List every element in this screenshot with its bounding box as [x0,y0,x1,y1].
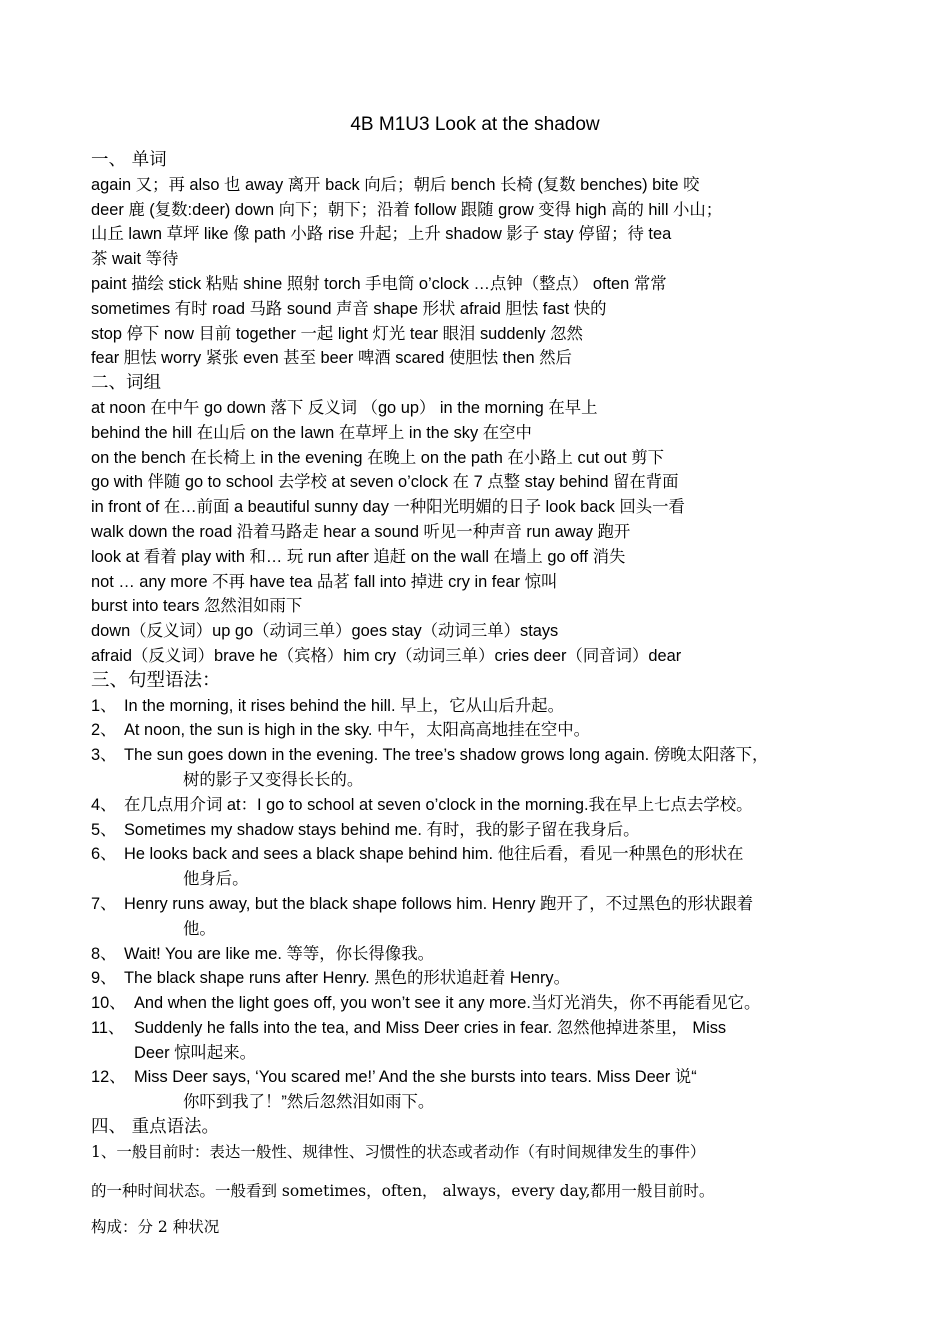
sentence-text: The black shape runs after Henry. 黑色的形状追赶着 Henry。 [124,969,571,988]
sentence-item [91,942,871,967]
sentence-item [91,991,871,1016]
sentence-continuation: 他身后。 [183,870,249,889]
sentence-text: At noon, the sun is high in the sky. 中午，太阳高高地挂在空中。 [124,721,591,740]
sentence-number: 3、 [91,746,117,765]
document-body [91,148,871,1240]
phrase-line: behind the hill 在山后 on the lawn 在草坪上 in the sky 在空中 [91,423,532,442]
sentence-item [91,842,871,867]
phrase-line: afraid（反义词）brave he（宾格）him cry（动词三单）cries deer（同音词）dear [91,646,682,665]
sentence-number: 11、 [91,1018,125,1037]
phrase-list [91,396,871,669]
sentence-number: 6、 [91,845,117,864]
grammar-paragraph: 1、一般目前时：表达一般性、规律性、习惯性的状态或者动作（有时间规律发生的事件） [91,1142,706,1161]
phrase-line: down（反义词）up go（动词三单）goes stay（动词三单）stays [91,622,559,641]
sentence-number: 12、 [91,1068,126,1087]
sentence-text: Henry runs away, but the black shape follows him. Henry 跑开了，不过黑色的形状跟着 [124,894,754,913]
sentence-item [91,1016,871,1041]
sentence-number: 7、 [91,894,117,913]
phrase-line: look at 看着 play with 和… 玩 run after 追赶 on the wall 在墙上 go off 消失 [91,547,626,566]
vocab-line: sometimes 有时 road 马路 sound 声音 shape 形状 afraid 胆怯 fast 快的 [91,299,607,318]
sentence-text: The sun goes down in the evening. The tree’s shadow grows long again. 傍晚太阳落下， [124,746,769,765]
sentence-continuation: 他。 [183,919,216,938]
sentence-continuation: Deer 惊叫起来。 [134,1043,257,1062]
phrase-line: at noon 在中午 go down 落下 反义词 （go up） in the morning 在早上 [91,398,598,417]
vocab-line: 山丘 lawn 草坪 like 像 path 小路 rise 升起；上升 shadow 影子 stay 停留；待 tea [91,225,672,244]
sentence-item [91,718,871,743]
sentence-text: He looks back and sees a black shape behind him. 他往后看，看见一种黑色的形状在 [124,845,744,864]
sentence-text: 在几点用介词 at：I go to school at seven o’clock in the morning.我在早上七点去学校。 [124,795,753,814]
page-title: 4B M1U3 Look at the shadow [350,114,600,135]
grammar-paragraph: 的一种时间状态。一般看到 sometimes，often， always，every day,都用一般目前时。 [91,1181,715,1200]
sentence-number: 1、 [91,696,117,715]
section-heading-sentences: 三、句型语法： [91,669,221,691]
sentence-continuation: 树的影子又变得长长的。 [183,770,364,789]
grammar-section [91,1140,871,1240]
sentence-item [91,793,871,818]
phrase-line: go with 伴随 go to school 去学校 at seven o’clock 在 7 点整 stay behind 留在背面 [91,473,679,492]
sentence-number: 2、 [91,721,117,740]
sentence-number: 9、 [91,969,117,988]
phrase-line: burst into tears 忽然泪如雨下 [91,597,303,616]
vocab-line: stop 停下 now 目前 together 一起 light 灯光 tear 眼泪 suddenly 忽然 [91,324,583,343]
sentence-text: In the morning, it rises behind the hill. 早上，它从山后升起。 [124,696,564,715]
phrase-line: on the bench 在长椅上 in the evening 在晚上 on the path 在小路上 cut out 剪下 [91,448,665,467]
phrase-line: in front of 在…前面 a beautiful sunny day 一种阳光明媚的日子 look back 回头一看 [91,498,685,517]
sentence-item [91,1065,871,1090]
sentence-item [91,694,871,719]
section-heading-grammar: 四、 重点语法。 [91,1117,220,1138]
sentence-continuation: 你吓到我了！”然后忽然泪如雨下。 [183,1093,435,1112]
grammar-paragraph: 构成：分 2 种状况 [91,1218,220,1237]
sentence-text: Sometimes my shadow stays behind me. 有时，我的影子留在我身后。 [124,820,640,839]
sentence-text: Wait! You are like me. 等等，你长得像我。 [124,944,434,963]
vocab-line: paint 描绘 stick 粘贴 shine 照射 torch 手电筒 o’clock …点钟（整点） often 常常 [91,274,667,293]
sentence-number: 10、 [91,994,126,1013]
vocab-line: deer 鹿 (复数:deer) down 向下；朝下；沿着 follow 跟随 grow 变得 high 高的 hill 小山； [91,200,723,219]
section-heading-vocab: 一、 单词 [91,150,167,170]
phrase-line: walk down the road 沿着马路走 hear a sound 听见一种声音 run away 跑开 [91,522,631,541]
sentence-item [91,818,871,843]
vocab-line: again 又；再 also 也 away 离开 back 向后；朝后 bench 长椅 (复数 benches) bite 咬 [91,175,700,194]
sentence-number: 5、 [91,820,117,839]
sentence-text: Suddenly he falls into the tea, and Miss Deer cries in fear. 忽然他掉进茶里， Miss [134,1018,727,1037]
section-heading-phrases: 二、词组 [91,373,161,394]
sentence-number: 8、 [91,944,117,963]
phrase-line: not … any more 不再 have tea 品茗 fall into 掉进 cry in fear 惊叫 [91,572,558,591]
sentence-item [91,892,871,917]
sentence-item [91,743,871,768]
vocab-line: fear 胆怯 worry 紧张 even 甚至 beer 啤酒 scared 使胆怯 then 然后 [91,349,572,368]
sentence-item [91,966,871,991]
vocab-line: 茶 wait 等待 [91,250,179,269]
vocab-list [91,173,871,371]
sentence-number: 4、 [91,795,117,814]
sentence-text: And when the light goes off, you won’t see it any more.当灯光消失，你不再能看见它。 [134,994,761,1013]
sentence-text: Miss Deer says, ‘You scared me!’ And the she bursts into tears. Miss Deer 说“ [134,1068,697,1087]
sentence-list [91,694,871,1116]
